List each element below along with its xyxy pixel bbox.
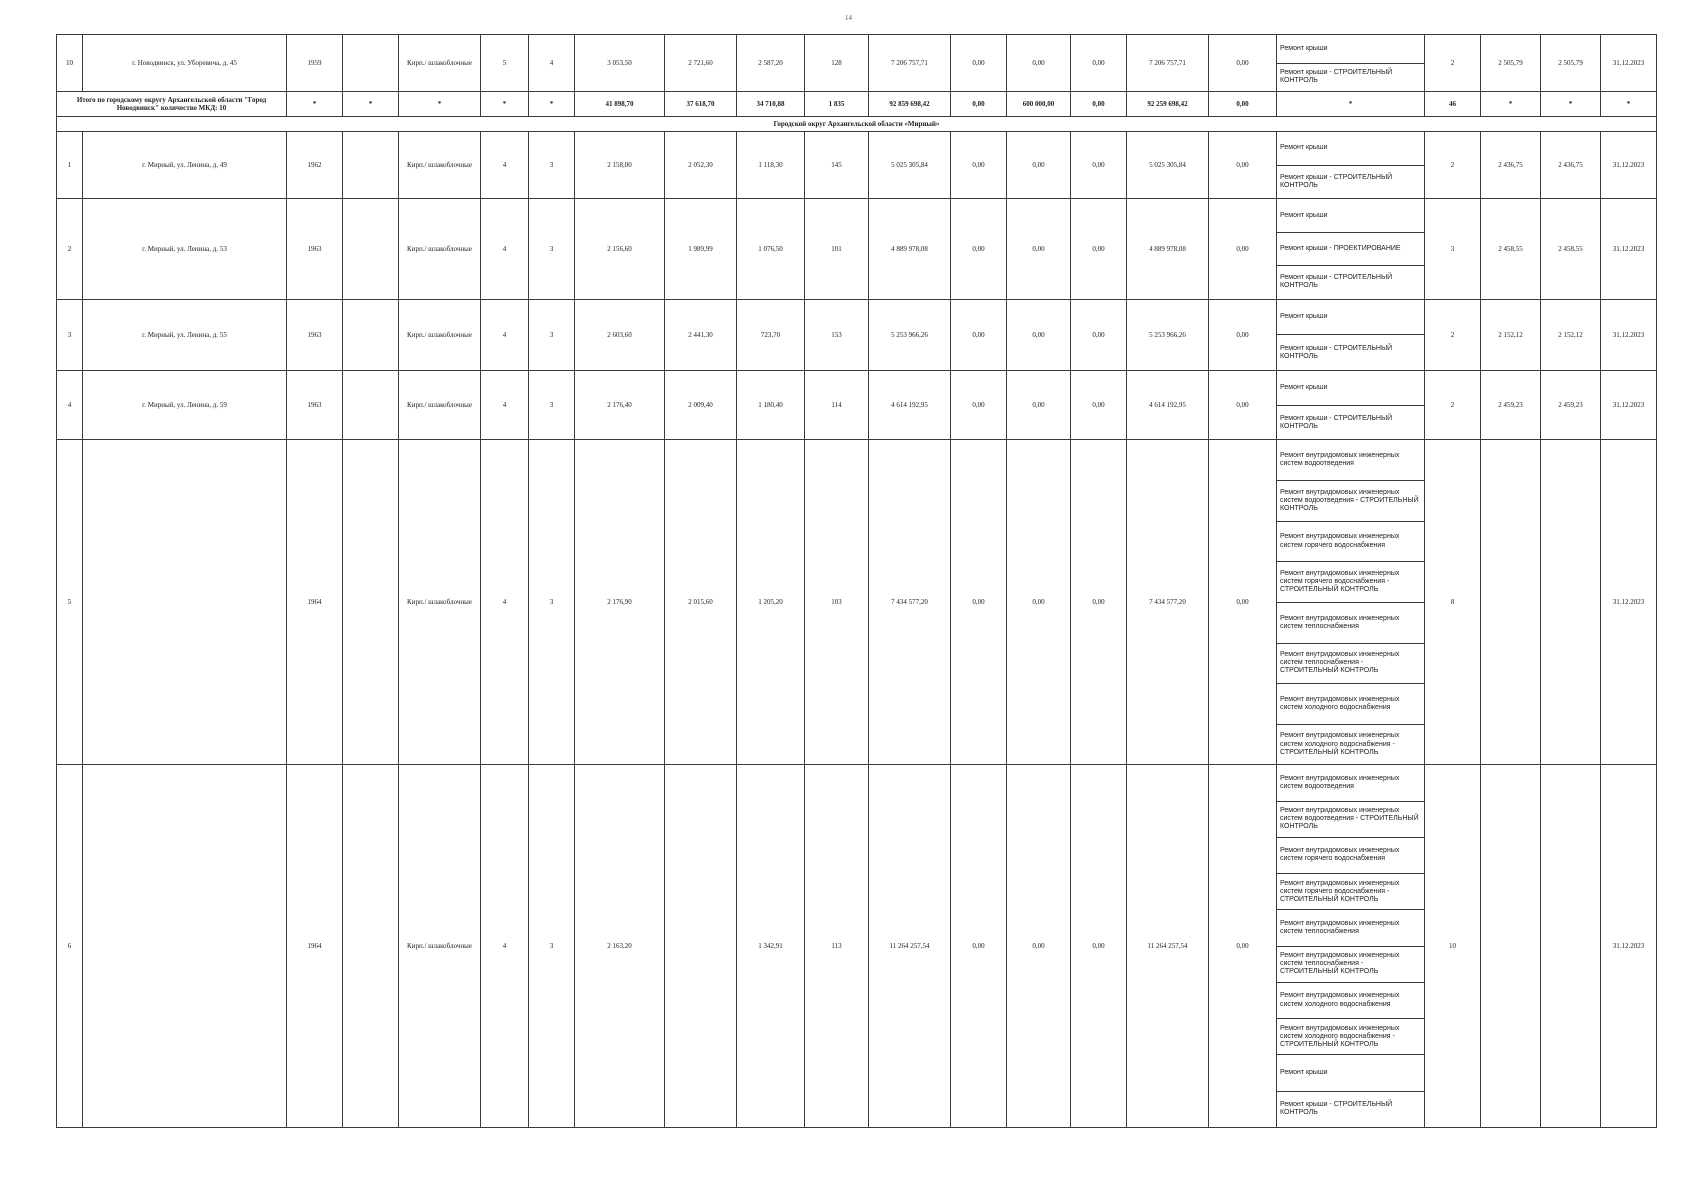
row-number: 1 bbox=[57, 132, 83, 199]
living-area bbox=[665, 765, 737, 1128]
work-types bbox=[1277, 199, 1425, 299]
unit-cost-max bbox=[1541, 440, 1601, 765]
work-types bbox=[1277, 765, 1425, 1128]
floor-count: 4 bbox=[481, 132, 529, 199]
fund-owners: 7 206 757,71 bbox=[1127, 35, 1209, 92]
total-area: 3 053,50 bbox=[575, 35, 665, 92]
total-area: 2 156,60 bbox=[575, 199, 665, 299]
work-type-item: Ремонт внутридомовых инженерных систем водоотведения bbox=[1277, 765, 1424, 801]
entrance-count: 3 bbox=[529, 440, 575, 765]
entrance-count: 4 bbox=[529, 35, 575, 92]
total-star: * bbox=[343, 92, 399, 117]
renovation-year bbox=[343, 199, 399, 299]
works-count: 2 bbox=[1425, 371, 1481, 440]
work-types bbox=[1277, 132, 1425, 199]
resident-count: 1 835 bbox=[805, 92, 869, 117]
repair-cost-total: 5 025 305,84 bbox=[869, 132, 951, 199]
repair-cost-total: 4 889 978,08 bbox=[869, 199, 951, 299]
build-year: 1963 bbox=[287, 299, 343, 371]
fund-local: 0,00 bbox=[1071, 371, 1127, 440]
work-type-item: Ремонт внутридомовых инженерных систем водоотведения - СТРОИТЕЛЬНЫЙ КОНТРОЛЬ bbox=[1277, 481, 1424, 522]
living-area: 2 721,60 bbox=[665, 35, 737, 92]
row-number: 5 bbox=[57, 440, 83, 765]
private-area: 2 587,20 bbox=[737, 35, 805, 92]
fund-regional: 600 000,00 bbox=[1007, 92, 1071, 117]
floor-count: 5 bbox=[481, 35, 529, 92]
table-row bbox=[57, 765, 1657, 1128]
unit-cost-max bbox=[1541, 765, 1601, 1128]
fund-local: 0,00 bbox=[1071, 299, 1127, 371]
wall-material: Кирп./ шлакоблочные bbox=[399, 132, 481, 199]
entrance-count: 3 bbox=[529, 371, 575, 440]
building-address bbox=[83, 765, 287, 1128]
work-type-item: Ремонт крыши - СТРОИТЕЛЬНЫЙ КОНТРОЛЬ bbox=[1280, 174, 1393, 190]
work-type-item: Ремонт внутридомовых инженерных систем теплоснабжения - СТРОИТЕЛЬНЫЙ КОНТРОЛЬ bbox=[1277, 644, 1424, 685]
fund-other: 0,00 bbox=[1209, 440, 1277, 765]
fund-other: 0,00 bbox=[1209, 299, 1277, 371]
unit-cost: 2 458,55 bbox=[1481, 199, 1541, 299]
total-star: * bbox=[399, 92, 481, 117]
deadline: 31.12.2023 bbox=[1601, 299, 1657, 371]
entrance-count: 3 bbox=[529, 132, 575, 199]
unit-cost-max: 2 436,75 bbox=[1541, 132, 1601, 199]
page-number: 14 bbox=[845, 14, 852, 22]
deadline: 31.12.2023 bbox=[1601, 35, 1657, 92]
work-type-item: Ремонт крыши bbox=[1277, 199, 1424, 232]
build-year: 1959 bbox=[287, 35, 343, 92]
deadline: 31.12.2023 bbox=[1601, 199, 1657, 299]
private-area: 1 342,91 bbox=[737, 765, 805, 1128]
living-area: 1 989,99 bbox=[665, 199, 737, 299]
works-count: 46 bbox=[1425, 92, 1481, 117]
unit-cost-max: 2 458,55 bbox=[1541, 199, 1601, 299]
total-star: * bbox=[1601, 92, 1657, 117]
fund-local: 0,00 bbox=[1071, 199, 1127, 299]
fund-federal: 0,00 bbox=[951, 299, 1007, 371]
fund-regional: 0,00 bbox=[1007, 765, 1071, 1128]
renovation-year bbox=[343, 132, 399, 199]
unit-cost: 2 436,75 bbox=[1481, 132, 1541, 199]
total-star: * bbox=[481, 92, 529, 117]
table-row bbox=[57, 35, 1657, 92]
work-types bbox=[1277, 371, 1425, 440]
living-area: 2 052,30 bbox=[665, 132, 737, 199]
work-type-item: Ремонт внутридомовых инженерных систем водоотведения bbox=[1277, 440, 1424, 481]
repair-cost-total: 7 206 757,71 bbox=[869, 35, 951, 92]
total-star: * bbox=[1541, 92, 1601, 117]
works-count: 2 bbox=[1425, 132, 1481, 199]
build-year: 1964 bbox=[287, 765, 343, 1128]
work-type-item: Ремонт крыши - СТРОИТЕЛЬНЫЙ КОНТРОЛЬ bbox=[1280, 414, 1393, 430]
total-area: 2 176,40 bbox=[575, 371, 665, 440]
floor-count: 4 bbox=[481, 765, 529, 1128]
works-count: 3 bbox=[1425, 199, 1481, 299]
entrance-count: 3 bbox=[529, 299, 575, 371]
total-star: * bbox=[287, 92, 343, 117]
fund-owners: 4 614 192,95 bbox=[1127, 371, 1209, 440]
works-count: 8 bbox=[1425, 440, 1481, 765]
resident-count: 101 bbox=[805, 199, 869, 299]
work-type-item: Ремонт крыши - СТРОИТЕЛЬНЫЙ КОНТРОЛЬ bbox=[1280, 69, 1393, 85]
work-type-item: Ремонт крыши - ПРОЕКТИРОВАНИЕ bbox=[1277, 233, 1424, 266]
resident-count: 113 bbox=[805, 765, 869, 1128]
fund-other: 0,00 bbox=[1209, 765, 1277, 1128]
work-type-item: Ремонт внутридомовых инженерных систем горячего водоснабжения - СТРОИТЕЛЬНЫЙ КОНТРОЛЬ bbox=[1277, 874, 1424, 910]
fund-local: 0,00 bbox=[1071, 92, 1127, 117]
table-row bbox=[57, 132, 1657, 199]
unit-cost-max: 2 459,23 bbox=[1541, 371, 1601, 440]
total-area: 2 158,00 bbox=[575, 132, 665, 199]
fund-owners: 5 025 305,84 bbox=[1127, 132, 1209, 199]
private-area: 1 076,50 bbox=[737, 199, 805, 299]
private-area: 34 710,88 bbox=[737, 92, 805, 117]
unit-cost: 2 152,12 bbox=[1481, 299, 1541, 371]
total-row bbox=[57, 92, 1657, 117]
work-types bbox=[1277, 440, 1425, 765]
wall-material: Кирп./ шлакоблочные bbox=[399, 371, 481, 440]
work-type-item: Ремонт крыши bbox=[1277, 132, 1424, 166]
works-count: 2 bbox=[1425, 35, 1481, 92]
works-count: 2 bbox=[1425, 299, 1481, 371]
table-row bbox=[57, 299, 1657, 371]
renovation-year bbox=[343, 35, 399, 92]
total-area: 41 898,70 bbox=[575, 92, 665, 117]
building-address: г. Мирный, ул. Ленина, д. 49 bbox=[83, 132, 287, 199]
fund-owners: 5 253 966,26 bbox=[1127, 299, 1209, 371]
capital-repair-register-table bbox=[56, 34, 1657, 1128]
resident-count: 114 bbox=[805, 371, 869, 440]
renovation-year bbox=[343, 371, 399, 440]
fund-regional: 0,00 bbox=[1007, 35, 1071, 92]
fund-other: 0,00 bbox=[1209, 132, 1277, 199]
city-header-row bbox=[57, 116, 1657, 131]
work-type-item: Ремонт крыши bbox=[1277, 1055, 1424, 1091]
work-type-item: Ремонт внутридомовых инженерных систем холодного водоснабжения bbox=[1277, 983, 1424, 1019]
fund-other: 0,00 bbox=[1209, 35, 1277, 92]
deadline: 31.12.2023 bbox=[1601, 765, 1657, 1128]
work-type-item: Ремонт крыши bbox=[1277, 35, 1424, 64]
total-area: 2 603,60 bbox=[575, 299, 665, 371]
row-number: 6 bbox=[57, 765, 83, 1128]
wall-material: Кирп./ шлакоблочные bbox=[399, 299, 481, 371]
wall-material: Кирп./ шлакоблочные bbox=[399, 765, 481, 1128]
unit-cost-max: 2 505,79 bbox=[1541, 35, 1601, 92]
build-year: 1964 bbox=[287, 440, 343, 765]
work-type-item: Ремонт внутридомовых инженерных систем горячего водоснабжения bbox=[1277, 522, 1424, 563]
private-area: 1 118,30 bbox=[737, 132, 805, 199]
row-number: 10 bbox=[57, 35, 83, 92]
row-number: 2 bbox=[57, 199, 83, 299]
repair-cost-total: 92 859 698,42 bbox=[869, 92, 951, 117]
fund-federal: 0,00 bbox=[951, 199, 1007, 299]
floor-count: 4 bbox=[481, 371, 529, 440]
building-address: г. Мирный, ул. Ленина, д. 59 bbox=[83, 371, 287, 440]
unit-cost-max: 2 152,12 bbox=[1541, 299, 1601, 371]
repair-cost-total: 5 253 966,26 bbox=[869, 299, 951, 371]
wall-material: Кирп./ шлакоблочные bbox=[399, 35, 481, 92]
row-number: 3 bbox=[57, 299, 83, 371]
building-address: г. Мирный, ул. Ленина, д. 55 bbox=[83, 299, 287, 371]
renovation-year bbox=[343, 299, 399, 371]
work-type-item: Ремонт внутридомовых инженерных систем водоотведения - СТРОИТЕЛЬНЫЙ КОНТРОЛЬ bbox=[1277, 802, 1424, 838]
fund-federal: 0,00 bbox=[951, 132, 1007, 199]
private-area: 1 205,20 bbox=[737, 440, 805, 765]
total-area: 2 163,20 bbox=[575, 765, 665, 1128]
city-header: Городской округ Архангельской области «Мирный» bbox=[57, 116, 1657, 131]
fund-federal: 0,00 bbox=[951, 35, 1007, 92]
resident-count: 153 bbox=[805, 299, 869, 371]
entrance-count: 3 bbox=[529, 765, 575, 1128]
resident-count: 145 bbox=[805, 132, 869, 199]
fund-owners: 92 259 698,42 bbox=[1127, 92, 1209, 117]
work-type-item: Ремонт внутридомовых инженерных систем холодного водоснабжения bbox=[1277, 684, 1424, 725]
fund-local: 0,00 bbox=[1071, 35, 1127, 92]
living-area: 2 441,30 bbox=[665, 299, 737, 371]
fund-regional: 0,00 bbox=[1007, 440, 1071, 765]
renovation-year bbox=[343, 765, 399, 1128]
repair-cost-total: 11 264 257,54 bbox=[869, 765, 951, 1128]
fund-federal: 0,00 bbox=[951, 371, 1007, 440]
building-address: г. Новодвинск, ул. Уборевича, д. 45 bbox=[83, 35, 287, 92]
fund-other: 0,00 bbox=[1209, 199, 1277, 299]
unit-cost bbox=[1481, 765, 1541, 1128]
row-number: 4 bbox=[57, 371, 83, 440]
fund-local: 0,00 bbox=[1071, 132, 1127, 199]
fund-federal: 0,00 bbox=[951, 440, 1007, 765]
living-area: 37 618,70 bbox=[665, 92, 737, 117]
floor-count: 4 bbox=[481, 199, 529, 299]
fund-regional: 0,00 bbox=[1007, 199, 1071, 299]
work-type-item: Ремонт крыши bbox=[1277, 371, 1424, 406]
table-row bbox=[57, 371, 1657, 440]
work-type-item: Ремонт крыши bbox=[1277, 300, 1424, 336]
wall-material: Кирп./ шлакоблочные bbox=[399, 199, 481, 299]
fund-owners: 7 434 577,20 bbox=[1127, 440, 1209, 765]
work-type-item: Ремонт внутридомовых инженерных систем холодного водоснабжения - СТРОИТЕЛЬНЫЙ КОНТРОЛЬ bbox=[1277, 1019, 1424, 1055]
work-type-item: Ремонт крыши - СТРОИТЕЛЬНЫЙ КОНТРОЛЬ bbox=[1280, 274, 1393, 290]
total-star: * bbox=[529, 92, 575, 117]
building-address bbox=[83, 440, 287, 765]
wall-material: Кирп./ шлакоблочные bbox=[399, 440, 481, 765]
repair-cost-total: 4 614 192,95 bbox=[869, 371, 951, 440]
repair-cost-total: 7 434 577,20 bbox=[869, 440, 951, 765]
build-year: 1963 bbox=[287, 371, 343, 440]
fund-regional: 0,00 bbox=[1007, 299, 1071, 371]
fund-local: 0,00 bbox=[1071, 765, 1127, 1128]
resident-count: 128 bbox=[805, 35, 869, 92]
floor-count: 4 bbox=[481, 440, 529, 765]
fund-owners: 4 889 978,08 bbox=[1127, 199, 1209, 299]
work-types bbox=[1277, 299, 1425, 371]
private-area: 723,70 bbox=[737, 299, 805, 371]
resident-count: 103 bbox=[805, 440, 869, 765]
total-star: * bbox=[1277, 92, 1425, 117]
work-type-item: Ремонт внутридомовых инженерных систем холодного водоснабжения - СТРОИТЕЛЬНЫЙ КОНТРОЛЬ bbox=[1280, 732, 1400, 756]
floor-count: 4 bbox=[481, 299, 529, 371]
fund-federal: 0,00 bbox=[951, 92, 1007, 117]
deadline: 31.12.2023 bbox=[1601, 440, 1657, 765]
works-count: 10 bbox=[1425, 765, 1481, 1128]
unit-cost: 2 505,79 bbox=[1481, 35, 1541, 92]
table-row bbox=[57, 199, 1657, 299]
work-type-item: Ремонт внутридомовых инженерных систем теплоснабжения bbox=[1277, 603, 1424, 644]
build-year: 1962 bbox=[287, 132, 343, 199]
table-body bbox=[57, 35, 1657, 1128]
build-year: 1963 bbox=[287, 199, 343, 299]
deadline: 31.12.2023 bbox=[1601, 132, 1657, 199]
fund-other: 0,00 bbox=[1209, 92, 1277, 117]
work-type-item: Ремонт внутридомовых инженерных систем горячего водоснабжения bbox=[1277, 838, 1424, 874]
fund-other: 0,00 bbox=[1209, 371, 1277, 440]
total-area: 2 176,90 bbox=[575, 440, 665, 765]
deadline: 31.12.2023 bbox=[1601, 371, 1657, 440]
work-type-item: Ремонт внутридомовых инженерных систем теплоснабжения - СТРОИТЕЛЬНЫЙ КОНТРОЛЬ bbox=[1277, 947, 1424, 983]
entrance-count: 3 bbox=[529, 199, 575, 299]
work-type-item: Ремонт крыши - СТРОИТЕЛЬНЫЙ КОНТРОЛЬ bbox=[1280, 1101, 1393, 1117]
fund-federal: 0,00 bbox=[951, 765, 1007, 1128]
fund-local: 0,00 bbox=[1071, 440, 1127, 765]
fund-regional: 0,00 bbox=[1007, 371, 1071, 440]
work-type-item: Ремонт внутридомовых инженерных систем горячего водоснабжения - СТРОИТЕЛЬНЫЙ КОНТРОЛЬ bbox=[1277, 562, 1424, 603]
work-type-item: Ремонт внутридомовых инженерных систем теплоснабжения bbox=[1277, 910, 1424, 946]
total-star: * bbox=[1481, 92, 1541, 117]
fund-owners: 11 264 257,54 bbox=[1127, 765, 1209, 1128]
work-type-item: Ремонт крыши - СТРОИТЕЛЬНЫЙ КОНТРОЛЬ bbox=[1280, 344, 1393, 360]
renovation-year bbox=[343, 440, 399, 765]
living-area: 2 015,60 bbox=[665, 440, 737, 765]
building-address: г. Мирный, ул. Ленина, д. 53 bbox=[83, 199, 287, 299]
table-row bbox=[57, 440, 1657, 765]
living-area: 2 009,40 bbox=[665, 371, 737, 440]
total-label: Итого по городскому округу Архангельской области "Город Новодвинск" количество МКД: 10 bbox=[57, 92, 287, 117]
work-types bbox=[1277, 35, 1425, 92]
fund-regional: 0,00 bbox=[1007, 132, 1071, 199]
unit-cost: 2 459,23 bbox=[1481, 371, 1541, 440]
private-area: 1 180,40 bbox=[737, 371, 805, 440]
unit-cost bbox=[1481, 440, 1541, 765]
